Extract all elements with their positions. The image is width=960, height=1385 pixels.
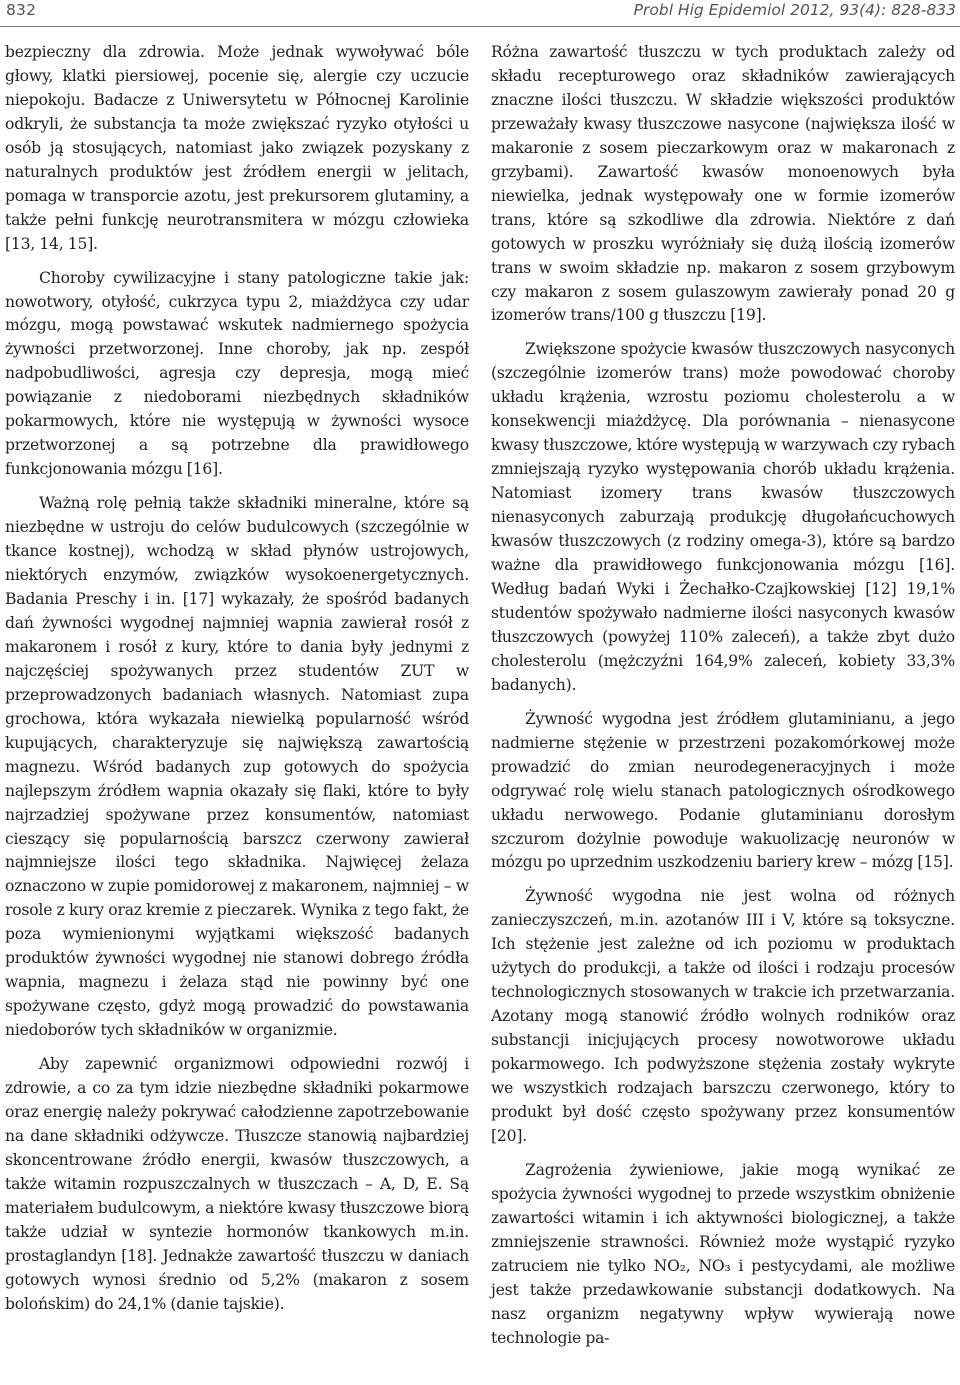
paragraph: Ważną rolę pełnią także składniki mineralne, które są niezbędne w ustroju do celów budulcowych (szczególnie w tkance kostnej), wchodzą w skład płynów ustrojowych, niektórych enzymów, związków wysokoenergetycznych. Badania Preschy i in. [17] wykazały, że spośród badanych dań żywności wygodnej najmniej wapnia zawierał rosół z makaronem i rosół z kury, które to dania były jednymi z najczęściej spożywanych przez studentów ZUT w przeprowadzonych badaniach własnych. Natomiast zupa grochowa, która wykazała niewielką popularność wśród kupujących, charakteryzuje się największą zawartością magnezu. Wśród badanych zup gotowych do spożycia najlepszym źródłem wapnia okazały się flaki, które to były najrzadziej spożywane przez konsumentów, natomiast cieszący się popularnością barszcz czerwony zawierał najmniejsze ilości tego składnika. Najwięcej żelaza oznaczono w zupie pomidorowej z makaronem, najmniej – w rosole z kury oraz kremie z pieczarek. Wynika z tego fakt, że poza wymienionymi wyjątkami większość badanych produktów żywności wygodnej nie stanowi dobrego źródła wapnia, magnezu i żelaza stąd nie powinny być one spożywane często, gdyż mogą prowadzić do powstawania niedoborów tych składników w organizmie. — [5, 494, 469, 1040]
paragraph: Zagrożenia żywieniowe, jakie mogą wynikać ze spożycia żywności wygodnej to przede wszystkim obniżenie zawartości witamin i ich aktywności biologicznej, a także zmniejszenie strawności. Również może wystąpić ryzyko zatruciem nie tylko NO₂, NO₃ i pestycydami, ale możliwe jest także przedawkowanie substancji dodatkowych. Na nasz organizm negatywny wpływ wywierają nowe technologie pa- — [491, 1160, 955, 1347]
left-column — [5, 41, 469, 1317]
paragraph: Aby zapewnić organizmowi odpowiedni rozwój i zdrowie, a co za tym idzie niezbędne składniki pokarmowe oraz energię należy pokrywać całodzienne zapotrzebowanie na dane składniki odżywcze. Tłuszcze stanowią najbardziej skoncentrowane źródło energii, kwasów tłuszczowych, a także witamin rozpuszczalnych w tłuszczach – A, D, E. Są materiałem budulcowym, a niektóre kwasy tłuszczowe biorą także udział w syntezie hormonów tkankowych m.in. prostaglandyn [18]. Jednakże zawartość tłuszczu w daniach gotowych wynosi średnio od 5,2% (makaron z sosem bolońskim) do 24,1% (danie tajskie). — [5, 1055, 469, 1313]
paragraph: Różna zawartość tłuszczu w tych produktach zależy od składu recepturowego oraz składników zawierających znaczne ilości tłuszczu. W składzie większości produktów przeważały kwasy tłuszczowe nasycone (największa ilość w makaronie z sosem pieczarkowym oraz w makaronach z grzybami). Zawartość kwasów monoenowych była niewielka, jednak występowały one w formie izomerów trans, które są szkodliwe dla zdrowia. Niektóre z dań gotowych w proszku wyróżniały się dużą ilością izomerów trans w swoim składzie np. makaron z sosem grzybowym czy makaron z sosem gulaszowym zawierały ponad 20 g izomerów trans/100 g tłuszczu [19]. — [491, 43, 955, 325]
paragraph: Żywność wygodna nie jest wolna od różnych zanieczyszczeń, m.in. azotanów III i V, które są toksyczne. Ich stężenie jest zależne od ich poziomu w produktach użytych do produkcji, a także od ilości i rodzaju procesów technologicznych stosowanych w trakcie ich przetwarzania. Azotany mogą stanowić źródło wolnych rodników oraz substancji inicjujących procesy nowotworowe układu pokarmowego. Ich podwyższone stężenia zostały wykryte we wszystkich rodzajach barszczu czerwonego, który to produkt był dość często spożywany przez konsumentów [20]. — [491, 887, 955, 1145]
journal-reference: Probl Hig Epidemiol 2012, 93(4): 828-833 — [633, 1, 956, 19]
paragraph: Choroby cywilizacyjne i stany patologiczne takie jak: nowotwory, otyłość, cukrzyca typu 2, miażdżyca czy udar mózgu, mogą powstawać wskutek nadmiernego spożycia żywności przetworzonej. Inne choroby, jak np. zespół nadpobudliwości, agresja czy depresja, mogą mieć powiązanie z niedoborami niezbędnych składników pokarmowych, które nie występują w żywności wysoce przetworzonej a są potrzebne dla prawidłowego funkcjonowania mózgu [16]. — [5, 268, 469, 479]
page-number: 832 — [6, 1, 37, 19]
paragraph: bezpieczny dla zdrowia. Może jednak wywoływać bóle głowy, klatki piersiowej, pocenie się, alergie czy uczucie niepokoju. Badacze z Uniwersytetu w Północnej Karolinie odkryli, że substancja ta może zwiększać ryzyko otyłości u osób ją stosujących, natomiast jako związek pozyskany z naturalnych produktów jest źródłem energii w jelitach, pomaga w transporcie azotu, jest prekursorem glutaminy, a także pełni funkcję neurotransmitera w mózgu człowieka [13, 14, 15]. — [5, 43, 469, 253]
page-header — [0, 0, 960, 34]
right-column — [491, 41, 955, 1351]
paragraph: Żywność wygodna jest źródłem glutaminianu, a jego nadmierne stężenie w przestrzeni pozakomórkowej może prowadzić do zmian neurodegeneracyjnych i może odgrywać rolę wielu stanach patologicznych ośrodkowego układu nerwowego. Podanie glutaminianu dorosłym szczurom dożylnie powoduje wakuolizację neuronów w mózgu po uprzednim uszkodzeniu bariery krew – mózg [15]. — [491, 709, 955, 872]
header-divider — [0, 26, 960, 27]
paragraph: Zwiększone spożycie kwasów tłuszczowych nasyconych (szczególnie izomerów trans) może powodować choroby układu krążenia, wzrostu poziomu cholesterolu a w konsekwencji miażdżycę. Dla porównania – nienasycone kwasy tłuszczowe, które występują w warzywach czy rybach zmniejszają ryzyko występowania chorób układu krążenia. Natomiast izomery trans kwasów tłuszczowych nienasyconych zaburzają produkcję długołańcuchowych kwasów tłuszczowych (z rodziny omega-3), które są bardzo ważne dla prawidłowego funkcjonowania mózgu [16]. Według badań Wyki i Żechałko-Czajkowskiej [12] 19,1% studentów spożywało nadmierne ilości nasyconych kwasów tłuszczowych (powyżej 110% zaleceń), a także zbyt dużo cholesterolu (mężczyźni 164,9% zaleceń, kobiety 33,3% badanych). — [491, 340, 955, 694]
